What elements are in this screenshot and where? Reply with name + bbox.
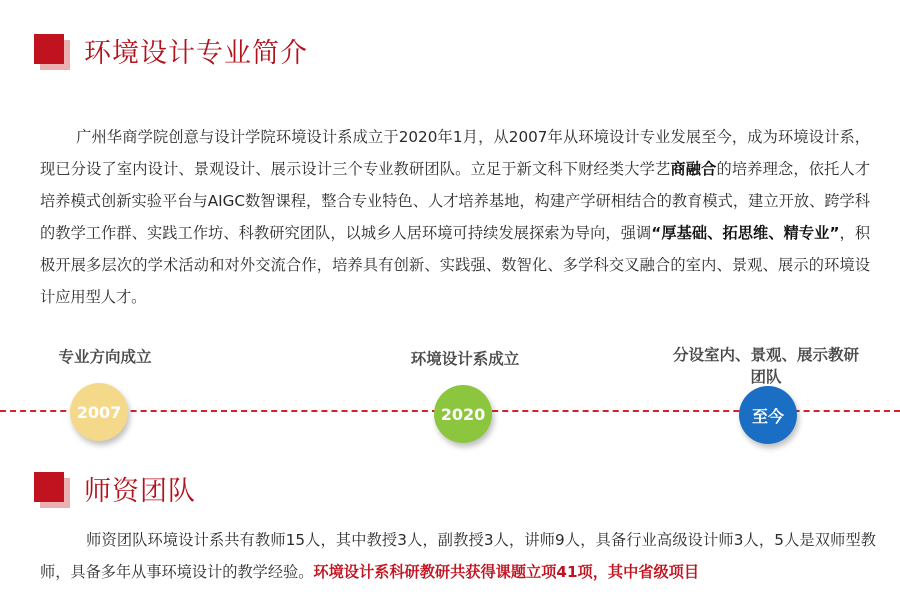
intro-text-1: 广州华商学院创意与设计学院环境设计系成立于2020年1月，从2007年从环境设计专业发展至今，成为环境设计系，现已分设了室内设计、景观设计、展示设计三个专业教研团队。立足于新文科下财经类大学艺 xyxy=(40,128,870,178)
timeline-year-now: 至今 xyxy=(751,406,784,426)
faculty-paragraph xyxy=(40,524,876,588)
section-title-intro: 环境设计专业简介 xyxy=(84,38,308,69)
intro-paragraph xyxy=(40,121,870,313)
timeline-label-2007: 专业方向成立 xyxy=(58,348,152,366)
intro-bold-1: 商融合 xyxy=(670,160,717,178)
intro-text-3: ，积极开展多层次的学术活动和对外交流合作，培养具有创新、实践强、数智化、多学科交叉融合的室内、景观、展示的环境设计应用型人才。 xyxy=(40,224,871,306)
heading-marker-icon xyxy=(34,34,68,68)
timeline-node-2007 xyxy=(70,383,128,441)
timeline-year-2020: 2020 xyxy=(440,404,486,424)
heading-marker-icon xyxy=(34,472,68,506)
faculty-highlight-1: 环境设计系科研教研共获得课题立项41项，其中省级项目 xyxy=(313,563,700,581)
timeline-label-2020: 环境设计系成立 xyxy=(410,350,520,368)
timeline-year-2007: 2007 xyxy=(76,402,122,422)
intro-bold-2: “厚基础、拓思维、精专业” xyxy=(651,224,840,242)
intro-text-2: 的培养理念，依托人才培养模式创新实验平台与AIGC数智课程，整合专业特色、人才培养基地，构建产学研相结合的教育模式，建立开放、跨学科的教学工作群、实践工作坊、科教研究团队，以城乡人居环境可持续发展探索为导向，强调 xyxy=(40,160,871,242)
timeline-node-2020 xyxy=(434,385,492,443)
section-title-faculty: 师资团队 xyxy=(84,476,196,507)
timeline-label-now: 分设室内、景观、展示教研团队 xyxy=(672,346,859,386)
faculty-text-1: 师资团队环境设计系共有教师15人，其中教授3人，副教授3人，讲师9人，具备行业高级设计师3人，5人是双师型教师，具备多年从事环境设计的教学经验。 xyxy=(40,531,876,581)
section-heading-faculty xyxy=(34,469,196,508)
section-heading-intro xyxy=(34,31,308,70)
timeline-node-now xyxy=(739,386,797,444)
